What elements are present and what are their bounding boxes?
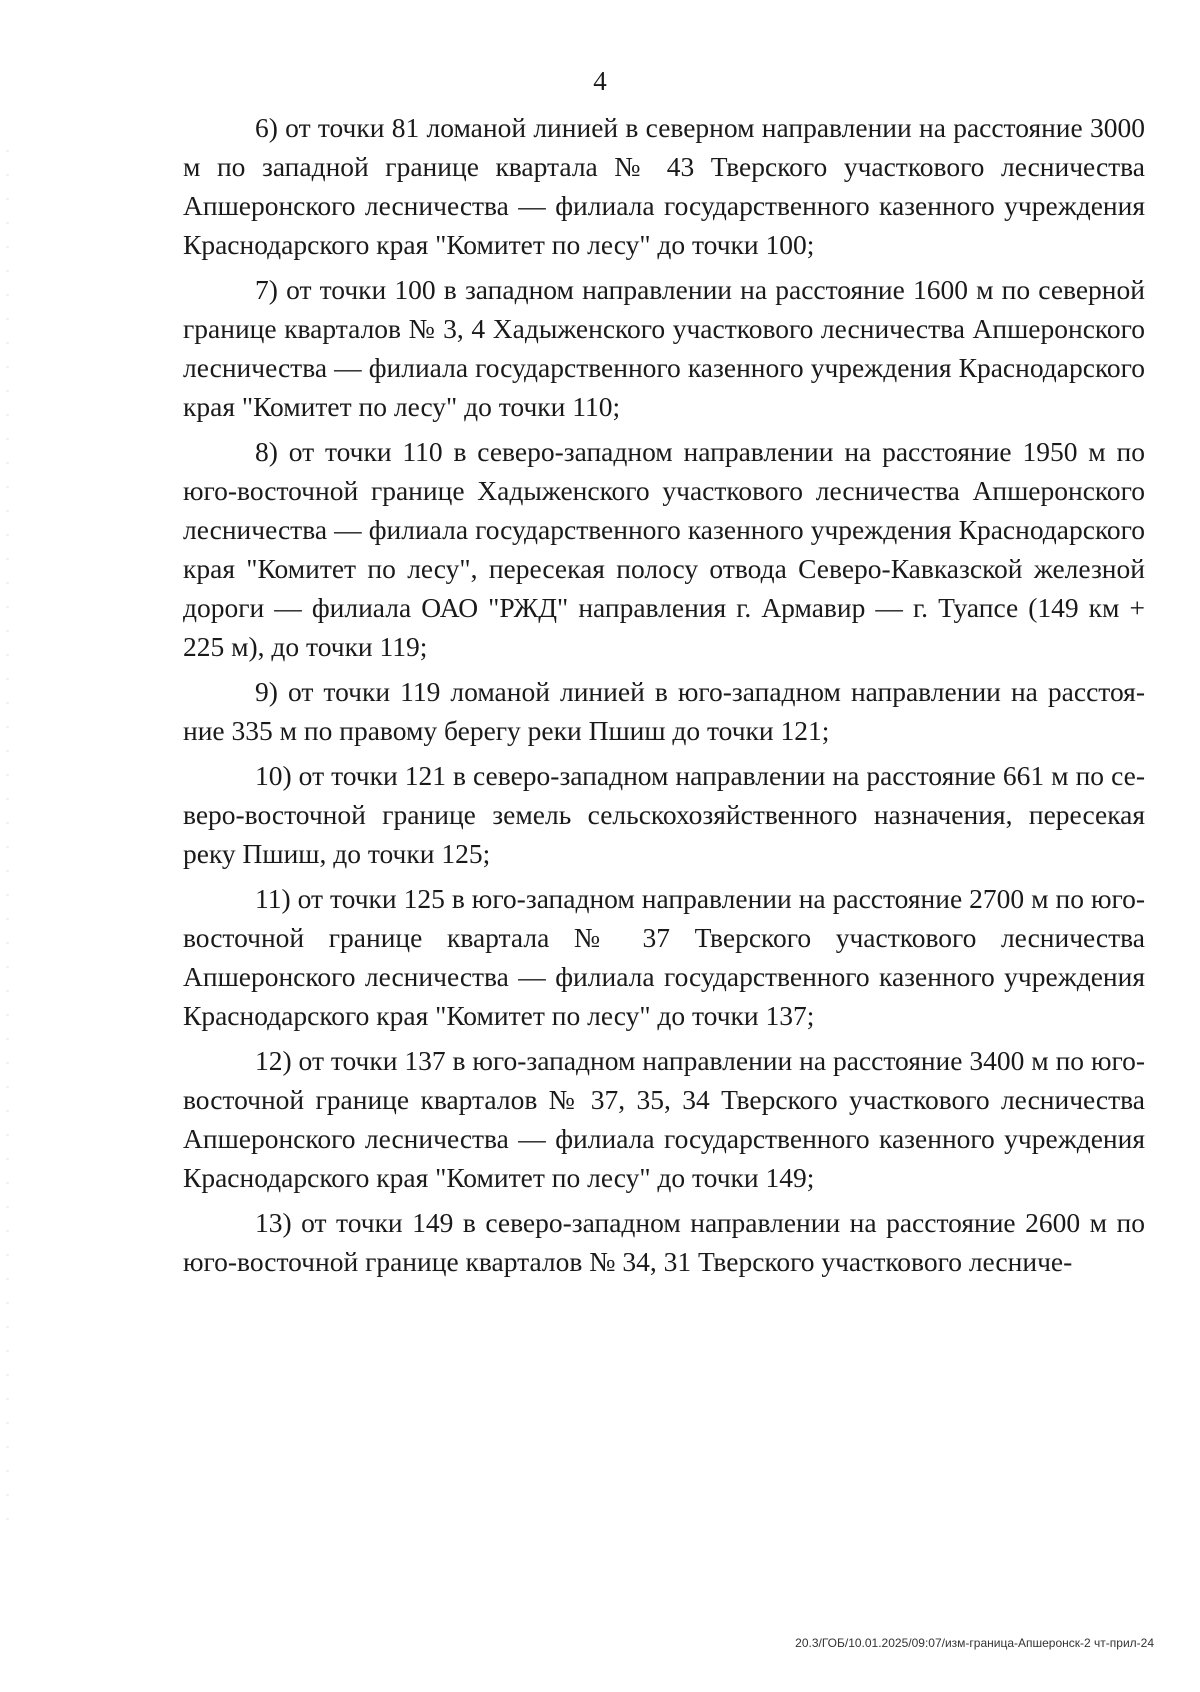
paragraph-item-8: 8) от точки 110 в северо-западном направлении на расстояние 1950 м по юго-восточной границе Хадыженского участкового лесничества Апшеронского лесничества — филиала государственного казенного учреждения Краснодарского края "Комитет по лесу", пересекая полосу отвода Северо-Кавказской железной дороги — филиала ОАО "РЖД" направления г. Армавир — г. Туапсе (149 км + 225 м), до точки 119; bbox=[183, 436, 1145, 662]
paragraph-item-11: 11) от точки 125 в юго-западном направлении на расстояние 2700 м по юго-восточной границе квартала № 37 Тверского участкового лесничества Апшеронского лесничества — филиала государственного казенного учреждения Краснодарского края "Комитет по лесу" до точки 137; bbox=[183, 883, 1145, 1031]
scan-edge-marks bbox=[6, 150, 9, 1530]
paragraph-item-13: 13) от точки 149 в северо-западном направлении на расстояние 2600 м по юго-восточной границе кварталов № 34, 31 Тверского участкового лесниче- bbox=[183, 1207, 1145, 1277]
page-number: 4 bbox=[593, 66, 607, 96]
paragraph-item-10: 10) от точки 121 в северо-западном направлении на расстояние 661 м по северо-восточной границе земель сельскохозяйственного назначения, пересекая реку Пшиш, до точки 125; bbox=[183, 760, 1145, 869]
paragraph-item-9: 9) от точки 119 ломаной линией в юго-западном направлении на расстояние 335 м по правому берегу реки Пшиш до точки 121; bbox=[183, 676, 1145, 746]
document-body bbox=[183, 108, 1145, 1287]
paragraph-item-6: 6) от точки 81 ломаной линией в северном направлении на расстояние 3000 м по западной границе квартала № 43 Тверского участкового лесничества Апшеронского лесничества — филиала государственного казенного учреждения Краснодарского края "Комитет по лесу" до точки 100; bbox=[183, 112, 1145, 260]
document-footer-code: 20.3/ГОБ/10.01.2025/09:07/изм-граница-Апшеронск-2 чт-прил-24 bbox=[795, 1636, 1154, 1650]
paragraph-item-7: 7) от точки 100 в западном направлении на расстояние 1600 м по северной границе кварталов № 3, 4 Хадыженского участкового лесничества Апшеронского лесничества — филиала государственного казенного учреждения Краснодарского края "Комитет по лесу" до точки 110; bbox=[183, 274, 1145, 422]
paragraph-item-12: 12) от точки 137 в юго-западном направлении на расстояние 3400 м по юго-восточной границе кварталов № 37, 35, 34 Тверского участкового лесничества Апшеронского лесничества — филиала государственного казенного учреждения Краснодарского края "Комитет по лесу" до точки 149; bbox=[183, 1045, 1145, 1193]
